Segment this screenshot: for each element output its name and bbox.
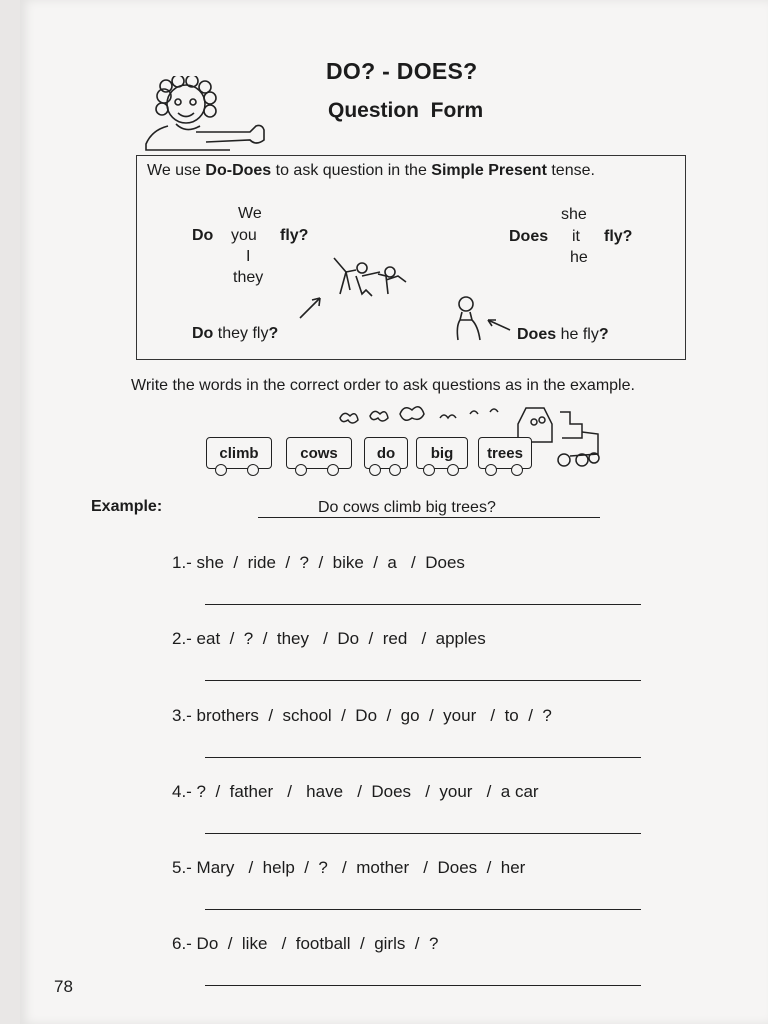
wheel-icon <box>511 464 523 476</box>
question-5: 5.- Mary / help / ? / mother / Does / her <box>172 858 526 877</box>
wheel-icon <box>295 464 307 476</box>
fly-word-right: fly? <box>604 228 633 245</box>
wheel-icon <box>215 464 227 476</box>
answer-line-2[interactable] <box>205 680 641 681</box>
pronoun-you: you <box>231 227 257 244</box>
do-word: Do <box>192 227 214 244</box>
wheel-icon <box>369 464 381 476</box>
question-6: 6.- Do / like / football / girls / ? <box>172 934 439 953</box>
wheel-icon <box>485 464 497 476</box>
fly-word-left: fly? <box>280 227 309 244</box>
pronoun-he: he <box>570 249 588 266</box>
train-car-big <box>416 437 468 469</box>
boy-illustration <box>450 292 520 342</box>
train-word: cows <box>300 444 338 462</box>
pronoun-she: she <box>561 206 587 223</box>
pronoun-it: it <box>572 228 580 245</box>
pronoun-we: We <box>238 205 262 222</box>
rule-sentence: We use Do-Does to ask question in the Simple Present tense. <box>147 162 595 179</box>
question-2: 2.- eat / ? / they / Do / red / apples <box>172 629 486 648</box>
answer-line-1[interactable] <box>205 604 641 605</box>
train-car-trees <box>478 437 532 469</box>
page-number: 78 <box>54 977 73 996</box>
does-word: Does <box>509 228 549 245</box>
question-1: 1.- she / ride / ? / bike / a / Does <box>172 553 465 572</box>
train-word: climb <box>219 444 259 462</box>
train-car-do <box>364 437 408 469</box>
question-3: 3.- brothers / school / Do / go / your / to / ? <box>172 706 552 725</box>
train-word: big <box>430 444 454 462</box>
girl-pointing-illustration <box>138 76 278 156</box>
answer-line-6[interactable] <box>205 985 641 986</box>
flying-people-illustration <box>290 250 420 330</box>
wheel-icon <box>247 464 259 476</box>
example-label: Example: <box>91 498 163 515</box>
wheel-icon <box>423 464 435 476</box>
wheel-icon <box>389 464 401 476</box>
exercise-instruction: Write the words in the correct order to ask questions as in the example. <box>131 377 635 394</box>
page-subtitle: Question Form <box>328 99 484 122</box>
wheel-icon <box>327 464 339 476</box>
pronoun-i: I <box>246 248 251 265</box>
page-title: DO? - DOES? <box>326 58 478 84</box>
pronoun-they: they <box>233 269 264 286</box>
train-word: trees <box>487 444 523 462</box>
example-does-question: Does he fly? <box>517 326 609 343</box>
answer-line-3[interactable] <box>205 757 641 758</box>
answer-line-5[interactable] <box>205 909 641 910</box>
example-answer: Do cows climb big trees? <box>318 499 496 516</box>
question-4: 4.- ? / father / have / Does / your / a car <box>172 782 539 801</box>
train-car-cows <box>286 437 352 469</box>
wheel-icon <box>447 464 459 476</box>
train-car-climb <box>206 437 272 469</box>
train-word: do <box>376 444 396 462</box>
example-do-question: Do they fly? <box>192 325 279 342</box>
answer-line-4[interactable] <box>205 833 641 834</box>
example-answer-line <box>258 517 600 518</box>
